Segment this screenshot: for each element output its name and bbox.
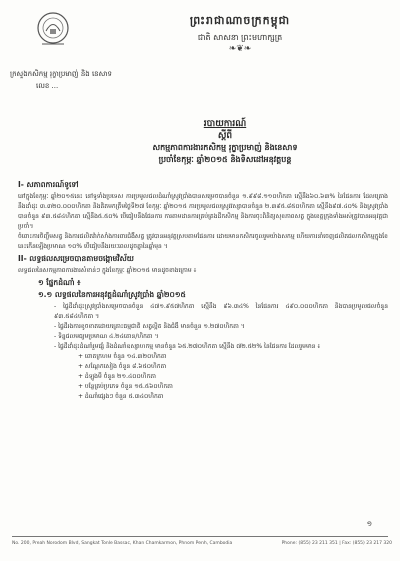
title-line-1: របាយការណ៍	[203, 119, 247, 129]
ministry-name: ក្រសួងកសិកម្ម រុក្ខាប្រមាញ់ និង នេសាទ	[10, 70, 112, 78]
body-paragraph: - ទិន្នផលមធ្យមប្រមាណ ៤.២៤តោន/ហិកតា ។	[54, 333, 159, 340]
section-heading: I- សភាពការណ៍ទូទៅ	[18, 180, 79, 189]
body-paragraph: + បន្លែគ្រប់ប្រភេទ ចំនួន ១៥.៥៦០ហិកតា	[78, 383, 173, 390]
document-number: លេខ ...	[36, 82, 59, 90]
national-motto: ជាតិ សាសនា ព្រះមហាក្សត្រ	[197, 33, 283, 42]
report-body	[18, 178, 388, 402]
body-paragraph: + ដំឡូងមី ចំនួន ២១.៤០០ហិកតា	[78, 373, 156, 380]
body-paragraph: - ផ្ទៃដីរងការខូចខាតដោយគ្រោះធម្មជាតិ សត្វល្អិត និងជំងឺ មានចំនួន ១.២៧០ហិកតា ។	[54, 323, 245, 330]
body-paragraph: លទ្ធផលនៃសកម្មភាពការងារសំខាន់ៗ ក្នុងខែកុម្ភៈ ឆ្នាំ២០១៥ មានដូចខាងក្រោម ៖	[18, 267, 197, 274]
letterhead	[0, 0, 400, 110]
title-line-3: សកម្មភាពការងារកសិកម្ម រុក្ខាប្រមាញ់ និងនេសាទ	[152, 143, 298, 152]
body-paragraph: នៅក្នុងខែកុម្ភៈ ឆ្នាំ២០១៥នេះ នៅទូទាំងប្រទេស ការប្រមូលផលដំណាំស្រូវប្រាំងបានសម្រេចបានចំនួន ១.៩៩៨.១១០ហិកតា ស្មើនឹង៦០.៦៣% នៃផែនការ ដែលគ្រោងនឹងដាំដុះ ៣.៣២០.០០០ហិកតា និងគិតមកត្រឹមថ្ងៃទី២៧ ខែកុម្ភៈ ឆ្នាំ២០១៥ ការប្រមូលផលស្រូវវស្សាបានចំនួន ២.៣៩៥.៨៥០ហិកតា ស្មើនឹង៩៧.៤០% និងស្រូវប្រាំងបានចំនួន ៩៣.៥៨៤ហិកតា ស្មើនឹង៥.៥០% បើធៀបនឹងផែនការ ការតាមដានការគ្រប់គ្រងដីកសិកម្ម និងការចុះពិនិត្យសុខភាពសត្វ ក្នុងខេត្តក្រុងទាំងអស់ត្រូវបានអនុវត្តជាប្រចាំ។	[18, 193, 388, 230]
section-heading: II- លទ្ធផលសម្រេចបានតាមចង្កោមវិស័យ	[18, 254, 134, 263]
body-paragraph: + ពោតក្រហម ចំនួន ១៤.៣២០ហិកតា	[78, 353, 167, 360]
page-number: ១	[366, 520, 372, 528]
section-heading: ១.១ លទ្ធផលនៃការអនុវត្តដំណាំស្រូវប្រាំង ឆ្នាំ២០១៥	[38, 290, 186, 299]
title-line-2: ស្តីពី	[217, 131, 233, 141]
ministry-emblem-icon	[36, 10, 70, 48]
body-paragraph: - ផ្ទៃដីដាំដុះដំណាំរួមផ្សំ និងដំណាំឧស្សាហកម្ម មានចំនួន ៦៥.២៧០ហិកតា ស្មើនឹង ៧២.៥២% នៃផែនការ ដែលរួមមាន ៖	[54, 343, 321, 350]
body-paragraph: ចំពោះការចិញ្ចឹមសត្វ និងការផលិតវ៉ាក់សាំងការពារជំងឺសត្វ ត្រូវបានអនុវត្តស្របតាមផែនការ ដោយមានកសិករចូលរួមយ៉ាងសកម្ម ហើយការនាំចេញផលិតផលកសិកម្មក្នុងខែនេះកើនឡើងប្រមាណ ១០% បើធៀបនឹងរយៈពេលដូចគ្នានៃឆ្នាំមុន ។	[18, 233, 388, 250]
footer-phone: Phone: (855) 23 211 351 | Fax: (855) 23 217 320	[281, 541, 392, 546]
body-paragraph: + សណ្តែកសៀង ចំនួន ៨.៦៥០ហិកតា	[78, 363, 167, 370]
title-line-4: ប្រចាំខែកុម្ភៈ ឆ្នាំ២០១៥ និងទិសដៅអនុវត្តបន្ត	[158, 155, 292, 164]
body-paragraph: - ផ្ទៃដីដាំដុះស្រូវប្រាំងសម្រេចបានចំនួន ៤៧១.៩៥៧ហិកតា ស្មើនឹង ៩៦.៣៤% នៃផែនការ ៤៩០.០០០ហិកតា និងបានប្រមូលផលចំនួន ៩៣.៥៨៤ហិកតា ។	[54, 303, 388, 320]
ornament-divider: ❧❦❧	[228, 44, 252, 54]
footer-address: No. 200, Preah Norodom Blvd, Sangkat Tonle Bassac, Khan Chamkarmon, Phnom Penh, Cambodia	[12, 541, 233, 546]
body-paragraph: + ដំណាំផ្សេងៗ ចំនួន ៥.៣៤០ហិកតា	[78, 393, 164, 400]
report-title	[120, 118, 330, 166]
kingdom-title: ព្រះរាជាណាចក្រកម្ពុជា	[189, 14, 291, 27]
footer-divider	[12, 536, 388, 537]
section-heading: ១ ផ្នែកដំណាំ ៖	[38, 278, 81, 287]
ministry-logo-icon	[36, 10, 70, 48]
